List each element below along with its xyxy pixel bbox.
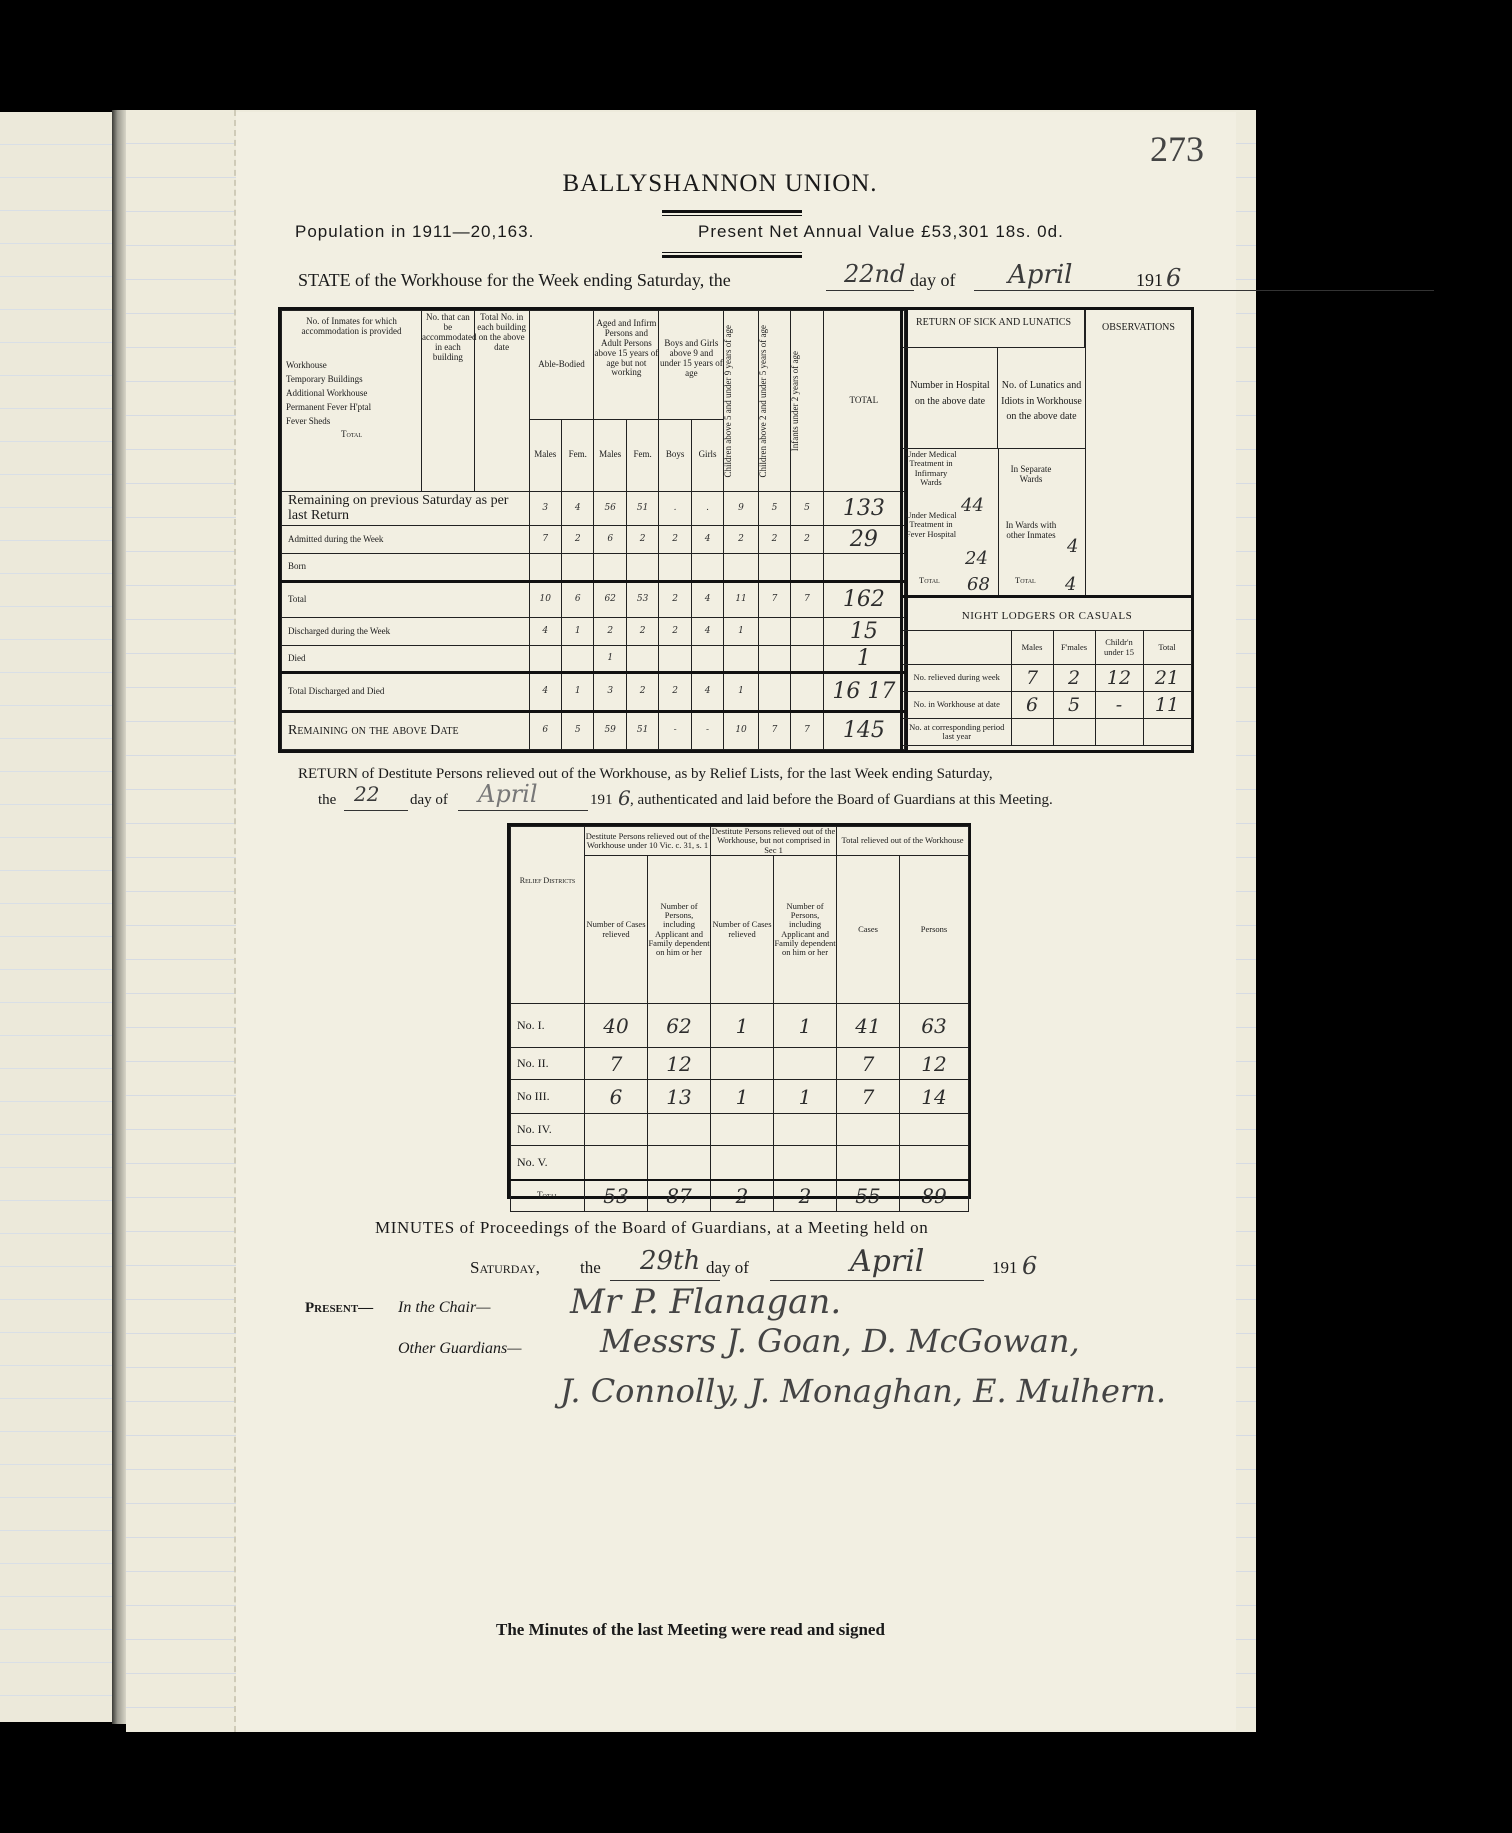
relief-tail: , authenticated and laid before the Board of Guardians at this Meeting.: [630, 792, 1053, 808]
relief-cell: [774, 1114, 837, 1146]
relief-cell: 53: [585, 1180, 648, 1212]
sick-lunatics-box: [900, 307, 1194, 753]
workhouse-cell: 5: [758, 492, 790, 526]
night-lodgers-table: [903, 630, 1192, 746]
night-lodgers-row-label: No. relieved during week: [903, 665, 1011, 692]
workhouse-cell: [758, 618, 790, 646]
night-lodgers-cell: [1143, 719, 1191, 746]
relief-cell: 1: [774, 1004, 837, 1048]
observations-header: OBSERVATIONS: [1085, 310, 1191, 595]
accommodation-item: Fever Sheds: [286, 415, 331, 426]
workhouse-cell: 6: [529, 711, 561, 749]
workhouse-cell: [791, 673, 823, 711]
accommodation-item: Additional Workhouse: [286, 387, 368, 398]
relief-year: 191: [590, 792, 613, 808]
relief-month-rule: [458, 810, 588, 811]
relief-group3-header: Total relieved out of the Workhouse: [837, 827, 969, 856]
workhouse-cell: 4: [562, 492, 594, 526]
workhouse-cell: 4: [691, 673, 723, 711]
night-lodgers-cell: [1095, 719, 1143, 746]
title-rule: [662, 210, 802, 216]
guardians-line1: Messrs J. Goan, D. McGowan,: [600, 1322, 1080, 1360]
relief-cell: 13: [648, 1080, 711, 1114]
night-lodgers-cell: 5: [1053, 692, 1095, 719]
relief-cell: 55: [837, 1180, 900, 1212]
fem-header: Fem.: [626, 419, 658, 491]
relief-cell: [711, 1146, 774, 1180]
workhouse-cell: 2: [626, 673, 658, 711]
workhouse-cell: [529, 554, 561, 582]
workhouse-cell: [691, 646, 723, 673]
workhouse-cell: 1: [594, 646, 626, 673]
workhouse-cell: 7: [529, 526, 561, 554]
workhouse-cell: 2: [659, 618, 691, 646]
relief-group1-header: Destitute Persons relieved out of the Workhouse under 10 Vic. c. 31, s. 1: [585, 827, 711, 856]
workhouse-cell: 11: [724, 582, 758, 618]
sick-lunatics-title: RETURN OF SICK AND LUNATICS: [903, 310, 1085, 348]
accommodation-item: Temporary Buildings: [286, 373, 363, 384]
night-lodgers-cell: 11: [1143, 692, 1191, 719]
workhouse-cell: 4: [691, 582, 723, 618]
night-lodgers-cell: [1053, 719, 1095, 746]
workhouse-row-label: Remaining on the above Date: [282, 711, 530, 749]
relief-row: [511, 1004, 969, 1048]
boys-girls-header: Boys and Girls above 9 and under 15 years of age: [659, 311, 724, 420]
relief-cell: [585, 1114, 648, 1146]
workhouse-row: [282, 492, 905, 526]
night-lodgers-row: [903, 692, 1191, 719]
state-line: [298, 260, 1198, 302]
workhouse-cell: 2: [659, 673, 691, 711]
accommodation-item: Permanent Fever H'ptal: [286, 401, 372, 412]
relief-cell: 7: [585, 1048, 648, 1080]
workhouse-cell: -: [691, 711, 723, 749]
girls-header: Girls: [691, 419, 723, 491]
children-5-9-header: Children above 5 and under 9 years of age: [723, 324, 734, 478]
night-lodgers-cell: 12: [1095, 665, 1143, 692]
relief-cell: [711, 1048, 774, 1080]
minutes-month-rule: [770, 1280, 984, 1281]
workhouse-cell: [758, 673, 790, 711]
cases-header: Number of Cases relieved: [585, 856, 648, 1004]
cases-header: Number of Cases relieved: [711, 856, 774, 1004]
workhouse-cell: 2: [626, 618, 658, 646]
workhouse-row: [282, 526, 905, 554]
workhouse-cell: 2: [659, 582, 691, 618]
night-lodgers-title: NIGHT LODGERS OR CASUALS: [961, 610, 1133, 622]
night-lodgers-header: Total: [1143, 631, 1191, 665]
relief-cell: 7: [837, 1048, 900, 1080]
workhouse-cell: 1: [724, 673, 758, 711]
workhouse-row: [282, 618, 905, 646]
workhouse-cell: [626, 554, 658, 582]
relief-cell: 89: [900, 1180, 969, 1212]
workhouse-cell: 2: [659, 526, 691, 554]
workhouse-cell: 1: [724, 618, 758, 646]
workhouse-row-label: Admitted during the Week: [282, 526, 530, 554]
relief-cell: [837, 1114, 900, 1146]
workhouse-cell: 145: [823, 711, 904, 749]
workhouse-cell: 4: [691, 618, 723, 646]
book-spine: [112, 110, 126, 1724]
minutes-the: the: [580, 1258, 601, 1277]
workhouse-cell: [562, 554, 594, 582]
relief-row-label: No. V.: [511, 1146, 585, 1180]
relief-row: [511, 1114, 969, 1146]
workhouse-cell: 56: [594, 492, 626, 526]
state-day: 22nd: [844, 260, 906, 288]
night-lodgers-row-label: No. in Workhouse at date: [903, 692, 1011, 719]
workhouse-cell: [626, 646, 658, 673]
minutes-day: 29th: [640, 1246, 701, 1276]
state-year-hand: 6: [1166, 264, 1182, 292]
state-month: April: [1008, 260, 1073, 290]
relief-cell: [774, 1048, 837, 1080]
workhouse-cell: [791, 646, 823, 673]
workhouse-cell: 53: [626, 582, 658, 618]
workhouse-cell: [758, 554, 790, 582]
fever-label: Under Medical Treatment in Fever Hospital: [905, 510, 957, 539]
workhouse-cell: [823, 554, 904, 582]
total-header: TOTAL: [823, 311, 904, 492]
workhouse-cell: 2: [758, 526, 790, 554]
workhouse-cell: 133: [823, 492, 904, 526]
chair-label: In the Chair—: [398, 1299, 491, 1316]
workhouse-cell: 62: [594, 582, 626, 618]
relief-row: [511, 1146, 969, 1180]
workhouse-row-label: Born: [282, 554, 530, 582]
relief-row: [511, 1180, 969, 1212]
workhouse-cell: 7: [758, 711, 790, 749]
aged-infirm-header: Aged and Infirm Persons and Adult Persons above 15 years of age but not working: [594, 311, 659, 420]
workhouse-cell: 9: [724, 492, 758, 526]
workhouse-cell: [724, 646, 758, 673]
fem-header: Fem.: [562, 419, 594, 491]
hospital-header: Number in Hospital on the above date: [903, 348, 998, 448]
workhouse-row: [282, 673, 905, 711]
relief-cell: 87: [648, 1180, 711, 1212]
workhouse-cell: [529, 646, 561, 673]
workhouse-table: [278, 307, 908, 753]
workhouse-cell: [791, 554, 823, 582]
night-lodgers-header: F'males: [1053, 631, 1095, 665]
accommodation-header: No. of Inmates for which accommodation is provided: [301, 316, 402, 336]
minutes-line1: MINUTES of Proceedings of the Board of Guardians, at a Meeting held on: [375, 1218, 929, 1237]
infirmary-value: 44: [961, 495, 984, 516]
relief-cell: 2: [774, 1180, 837, 1212]
page-title: BALLYSHANNON UNION.: [562, 170, 878, 197]
state-year: 191: [1136, 270, 1163, 290]
workhouse-row-label: Discharged during the Week: [282, 618, 530, 646]
night-lodgers-cell: [1011, 719, 1053, 746]
relief-day-of: day of: [410, 792, 448, 808]
state-month-rule: [974, 290, 1434, 291]
minutes-month: April: [850, 1244, 925, 1279]
accommodation-item: Workhouse: [286, 359, 327, 370]
relief-cell: 12: [648, 1048, 711, 1080]
workhouse-cell: 4: [529, 673, 561, 711]
workhouse-cell: 7: [791, 711, 823, 749]
relief-return-line1: RETURN of Destitute Persons relieved out of the Workhouse, as by Relief Lists, for the last Week ending Saturday,: [298, 766, 993, 782]
lunatics-total-label: Total: [1015, 575, 1036, 585]
state-line-text: STATE of the Workhouse for the Week ending Saturday, the: [298, 270, 731, 290]
relief-group2-header: Destitute Persons relieved out of the Workhouse, but not comprised in Sec 1: [711, 826, 836, 855]
guardians-line2: J. Connolly, J. Monaghan, E. Mulhern.: [560, 1372, 1167, 1410]
workhouse-cell: [659, 646, 691, 673]
persons-header: Number of Persons, including Applicant and Family dependent on him or her: [774, 856, 837, 1004]
hospital-total-label: Total: [919, 575, 940, 585]
relief-cell: 14: [900, 1080, 969, 1114]
workhouse-cell: [594, 554, 626, 582]
night-lodgers-row: [903, 665, 1191, 692]
state-day-of: day of: [910, 270, 956, 290]
lunatics-total-value: 4: [1065, 574, 1077, 595]
workhouse-row-label: Total Discharged and Died: [282, 673, 530, 711]
total-persons-header: Persons: [900, 856, 969, 1004]
workhouse-cell: 7: [791, 582, 823, 618]
separate-wards-label: In Separate Wards: [1010, 464, 1052, 485]
other-wards-label: In Wards with other Inmates: [1005, 520, 1057, 541]
net-annual-value: Present Net Annual Value £53,301 18s. 0d.: [698, 222, 1064, 241]
workhouse-cell: 2: [562, 526, 594, 554]
relief-row-label: No. II.: [511, 1048, 585, 1080]
workhouse-cell: [724, 554, 758, 582]
workhouse-cell: 6: [562, 582, 594, 618]
workhouse-cell: 4: [529, 618, 561, 646]
night-lodgers-cell: -: [1095, 692, 1143, 719]
night-lodgers-cell: 2: [1053, 665, 1095, 692]
workhouse-cell: 1: [823, 646, 904, 673]
relief-cell: [900, 1146, 969, 1180]
relief-cell: [774, 1146, 837, 1180]
children-2-5-header: Children above 2 and under 5 years of age: [757, 324, 768, 478]
relief-districts-header: Relief Districts: [511, 827, 585, 1004]
workhouse-cell: 3: [529, 492, 561, 526]
relief-row: [511, 1048, 969, 1080]
boys-header: Boys: [659, 419, 691, 491]
accommodation-item: Total: [341, 429, 363, 440]
infirmary-label: Under Medical Treatment in Infirmary Wards: [905, 449, 957, 488]
minutes-day-of: day of: [706, 1258, 749, 1277]
relief-cell: 62: [648, 1004, 711, 1048]
state-day-rule: [826, 290, 914, 291]
night-lodgers-cell: 7: [1011, 665, 1053, 692]
males-header: Males: [594, 419, 626, 491]
minutes-year-hand: 6: [1022, 1252, 1038, 1280]
relief-cell: [585, 1146, 648, 1180]
minutes-year: 191: [992, 1258, 1018, 1277]
other-guardians-label: Other Guardians—: [398, 1340, 522, 1357]
relief-row-label: No. IV.: [511, 1114, 585, 1146]
workhouse-cell: -: [659, 711, 691, 749]
page-number: 273: [1150, 129, 1204, 169]
workhouse-cell: 2: [724, 526, 758, 554]
sick-col-divider: [998, 448, 999, 595]
workhouse-cell: .: [691, 492, 723, 526]
left-page: [0, 112, 118, 1722]
fever-value: 24: [965, 548, 988, 569]
workhouse-cell: 162: [823, 582, 904, 618]
relief-row-label: No III.: [511, 1080, 585, 1114]
relief-cell: 7: [837, 1080, 900, 1114]
accommodated-header: No. that can be accommodated in each building: [422, 311, 475, 492]
workhouse-cell: 1: [562, 618, 594, 646]
total-in-building-header: Total No. in each building on the above date: [474, 311, 529, 492]
workhouse-cell: .: [659, 492, 691, 526]
workhouse-cell: [691, 554, 723, 582]
night-lodgers-divider: [903, 595, 1191, 598]
workhouse-row: [282, 554, 905, 582]
relief-cell: 63: [900, 1004, 969, 1048]
workhouse-cell: 2: [594, 618, 626, 646]
night-lodgers-header: Males: [1011, 631, 1053, 665]
other-wards-value: 4: [1067, 536, 1079, 557]
relief-cell: 40: [585, 1004, 648, 1048]
relief-cell: 12: [900, 1048, 969, 1080]
relief-cell: 1: [774, 1080, 837, 1114]
relief-return-line2: [318, 780, 1218, 818]
relief-cell: [711, 1114, 774, 1146]
relief-cell: 6: [585, 1080, 648, 1114]
lunatics-header: No. of Lunatics and Idiots in Workhouse on the above date: [1001, 380, 1082, 422]
minutes-saturday: Saturday,: [470, 1258, 540, 1277]
relief-cell: [837, 1146, 900, 1180]
males-header: Males: [529, 419, 561, 491]
workhouse-cell: 2: [791, 526, 823, 554]
workhouse-cell: [562, 646, 594, 673]
relief-month: April: [478, 780, 538, 808]
persons-header: Number of Persons, including Applicant and Family dependent on him or her: [648, 856, 711, 1004]
relief-cell: [648, 1146, 711, 1180]
night-lodgers-cell: 6: [1011, 692, 1053, 719]
workhouse-cell: [758, 646, 790, 673]
workhouse-cell: 59: [594, 711, 626, 749]
workhouse-cell: 2: [626, 526, 658, 554]
workhouse-cell: 5: [562, 711, 594, 749]
night-lodgers-row: [903, 719, 1191, 746]
workhouse-row-label: Remaining on previous Saturday as per last Return: [282, 492, 530, 526]
workhouse-cell: 29: [823, 526, 904, 554]
relief-day-rule: [344, 810, 408, 811]
relief-cell: 1: [711, 1004, 774, 1048]
workhouse-cell: 6: [594, 526, 626, 554]
infants-header: Infants under 2 years of age: [790, 350, 801, 452]
workhouse-cell: 3: [594, 673, 626, 711]
total-cases-header: Cases: [837, 856, 900, 1004]
workhouse-cell: 16 17: [823, 673, 904, 711]
workhouse-cell: [659, 554, 691, 582]
sick-grid: [903, 348, 1085, 595]
workhouse-row: [282, 711, 905, 749]
workhouse-row: [282, 646, 905, 673]
workhouse-row-label: Total: [282, 582, 530, 618]
relief-cell: 41: [837, 1004, 900, 1048]
present-label: Present—: [305, 1300, 374, 1316]
night-lodgers-header: Childr'n under 15: [1095, 631, 1143, 665]
workhouse-cell: 51: [626, 711, 658, 749]
relief-cell: [900, 1114, 969, 1146]
night-lodgers-cell: 21: [1143, 665, 1191, 692]
relief-day: 22: [354, 782, 380, 806]
night-lodgers-row-label: No. at corresponding period last year: [903, 719, 1011, 746]
relief-cell: [648, 1114, 711, 1146]
able-bodied-header: Able-Bodied: [529, 311, 594, 420]
hospital-total-value: 68: [967, 574, 990, 595]
population: Population in 1911—20,163.: [295, 222, 535, 241]
chair-name: Mr P. Flanagan.: [570, 1282, 842, 1322]
workhouse-cell: 15: [823, 618, 904, 646]
workhouse-row-label: Died: [282, 646, 530, 673]
closing-statement: The Minutes of the last Meeting were read and signed: [496, 1620, 885, 1639]
page-margin: [126, 110, 236, 1732]
workhouse-cell: [791, 618, 823, 646]
subtitle-rule: [662, 252, 802, 258]
relief-row-label: Total: [511, 1180, 585, 1212]
workhouse-row: [282, 582, 905, 618]
workhouse-cell: 10: [724, 711, 758, 749]
relief-year-hand: 6: [618, 786, 631, 810]
relief-table: [507, 823, 971, 1208]
workhouse-cell: 51: [626, 492, 658, 526]
relief-cell: 1: [711, 1080, 774, 1114]
relief-row-label: No. I.: [511, 1004, 585, 1048]
relief-cell: 2: [711, 1180, 774, 1212]
workhouse-cell: 10: [529, 582, 561, 618]
workhouse-cell: 4: [691, 526, 723, 554]
workhouse-cell: 7: [758, 582, 790, 618]
workhouse-cell: 1: [562, 673, 594, 711]
relief-the: the: [318, 792, 337, 808]
workhouse-cell: 5: [791, 492, 823, 526]
minutes-day-rule: [610, 1280, 720, 1281]
relief-row: [511, 1080, 969, 1114]
